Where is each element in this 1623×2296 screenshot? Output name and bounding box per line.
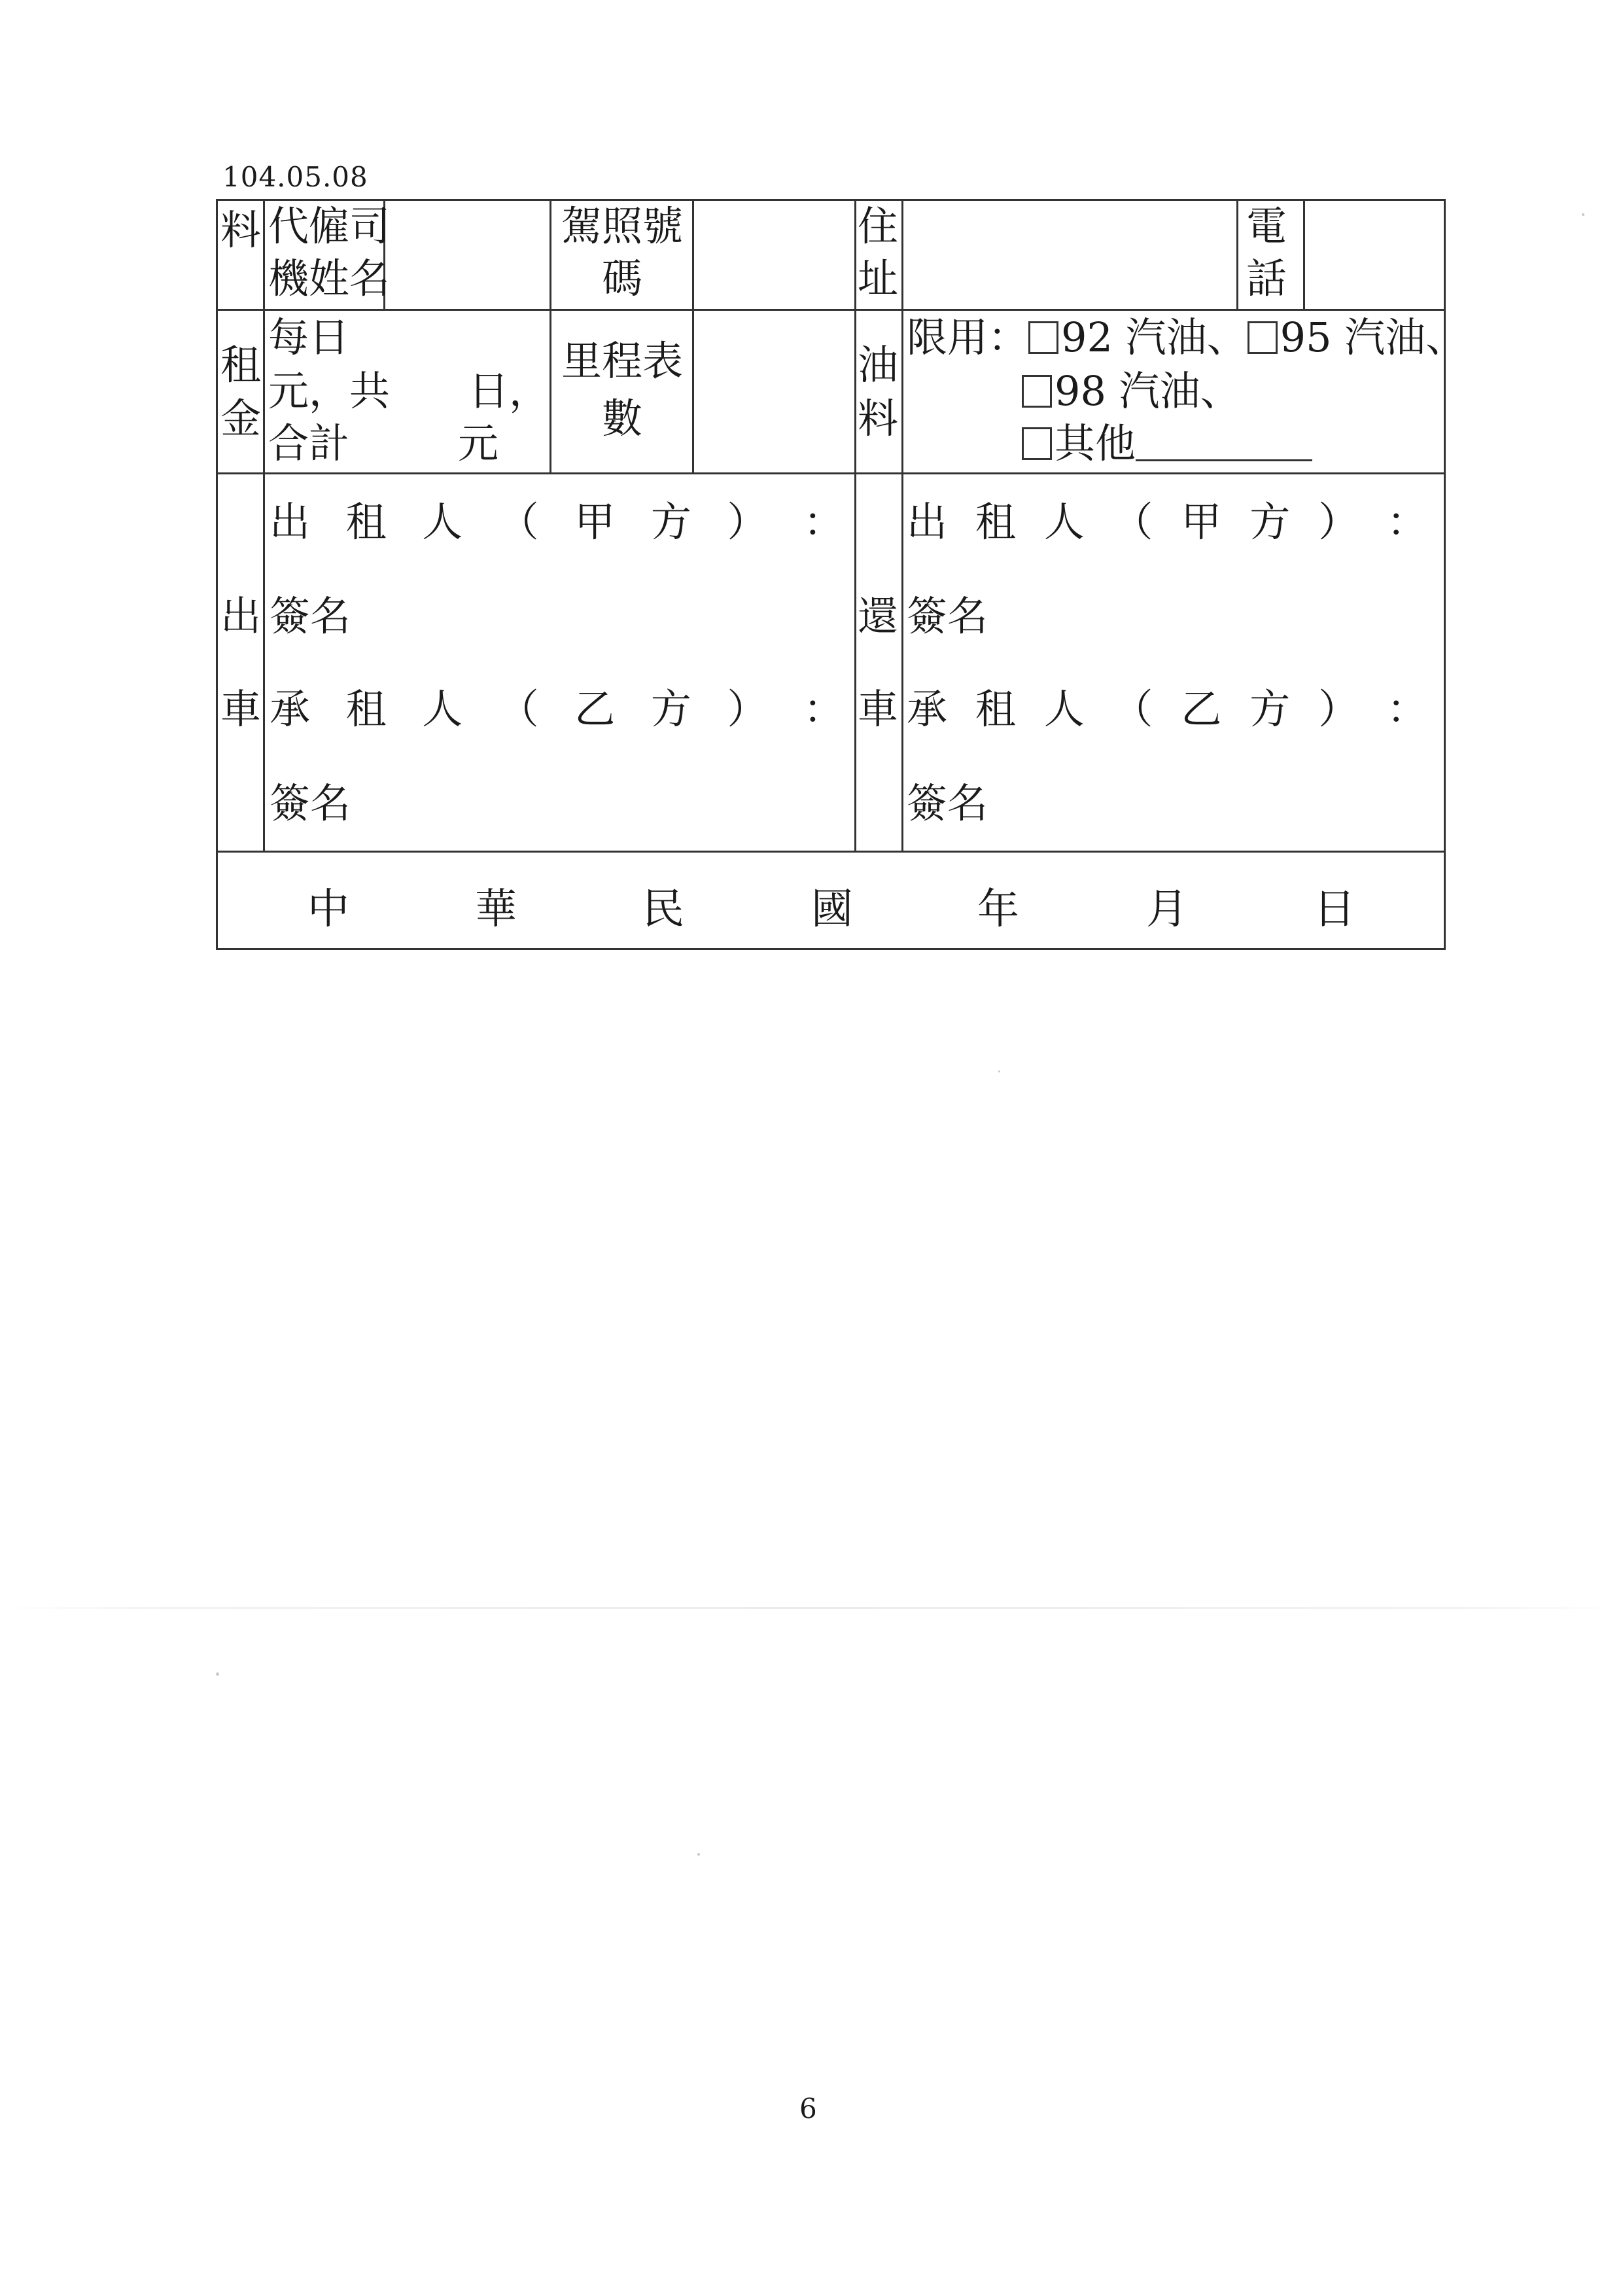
return-lessor-signature-label: 簽名 bbox=[907, 592, 988, 640]
lessee-char: 乙 bbox=[1181, 685, 1222, 733]
col-divider bbox=[1236, 199, 1238, 309]
scan-speck bbox=[1582, 213, 1584, 216]
lessee-char: 方 bbox=[650, 685, 691, 733]
lessor-char: ： bbox=[1386, 498, 1427, 546]
document-code: 104.05.08 bbox=[222, 161, 368, 193]
rent-text-line3b: 元 bbox=[458, 419, 499, 467]
rent-text-line1: 每日 bbox=[268, 313, 350, 361]
pickup-lessor-signature-label: 簽名 bbox=[270, 592, 351, 640]
row1-left-label: 料 bbox=[220, 206, 261, 254]
lessor-char: 方 bbox=[1249, 498, 1291, 546]
row-divider bbox=[216, 472, 1446, 474]
lessee-char: 承 bbox=[907, 685, 948, 733]
return-lessee-signature-label: 簽名 bbox=[907, 779, 988, 827]
fuel-other-checkbox[interactable] bbox=[1022, 427, 1052, 460]
date-char: 華 bbox=[475, 885, 517, 934]
lessee-char: （ bbox=[498, 685, 539, 733]
lessor-char: 出 bbox=[907, 498, 948, 546]
fuel-line2 bbox=[1022, 364, 1241, 419]
lessor-char: 方 bbox=[650, 498, 691, 546]
return-label-line1: 還 bbox=[857, 592, 898, 640]
lessee-char: ： bbox=[803, 685, 844, 733]
return-lessee-row bbox=[907, 682, 1427, 737]
lessor-char: 人 bbox=[422, 498, 463, 546]
date-char: 年 bbox=[977, 885, 1019, 934]
scan-speck bbox=[998, 1070, 1000, 1072]
scan-speck bbox=[697, 1853, 700, 1856]
fuel-other-blank[interactable] bbox=[1136, 423, 1312, 461]
fuel-label-line1: 油 bbox=[857, 341, 898, 389]
lessee-char: 承 bbox=[270, 685, 311, 733]
scan-artifact-line bbox=[0, 1607, 1623, 1609]
fuel-line1 bbox=[907, 310, 1466, 365]
fuel-92-label: 92 汽油、 bbox=[1061, 313, 1248, 361]
date-char: 日 bbox=[1314, 885, 1355, 934]
lessor-char: 甲 bbox=[574, 498, 616, 546]
rent-text-line3: 合計 bbox=[268, 419, 350, 467]
col-divider bbox=[692, 199, 694, 472]
lessor-char: （ bbox=[1112, 498, 1153, 546]
lessee-char: 人 bbox=[1043, 685, 1085, 733]
col-divider bbox=[550, 199, 551, 472]
fuel-95-label: 95 汽油、 bbox=[1280, 313, 1467, 361]
lessor-char: ） bbox=[1318, 498, 1359, 546]
license-label-line1: 駕照號 bbox=[561, 202, 683, 250]
fuel-label-line2: 料 bbox=[857, 395, 898, 442]
rent-label-line1: 租 bbox=[220, 341, 261, 389]
lessor-char: 出 bbox=[270, 498, 311, 546]
fuel-other-label: 其他 bbox=[1055, 419, 1136, 467]
lessee-char: 租 bbox=[975, 685, 1016, 733]
driver-label-line2: 機姓名 bbox=[268, 255, 391, 302]
col-divider bbox=[1303, 199, 1305, 309]
row-divider bbox=[216, 851, 1446, 853]
lessee-char: 租 bbox=[345, 685, 387, 733]
lessor-char: 甲 bbox=[1181, 498, 1222, 546]
pickup-lessor-row bbox=[270, 495, 844, 550]
lessor-char: 人 bbox=[1043, 498, 1085, 546]
odometer-label-line1: 里程表 bbox=[561, 337, 683, 385]
lessee-char: （ bbox=[1112, 685, 1153, 733]
fuel-98-checkbox[interactable] bbox=[1022, 375, 1052, 408]
pickup-label-line1: 出 bbox=[220, 592, 261, 640]
address-label-line1: 住 bbox=[857, 202, 898, 250]
pickup-label-line2: 車 bbox=[220, 685, 261, 733]
odometer-label-line2: 數 bbox=[601, 395, 642, 442]
lessee-char: 乙 bbox=[574, 685, 616, 733]
phone-label-line1: 電 bbox=[1246, 202, 1287, 250]
lessee-char: 人 bbox=[422, 685, 463, 733]
rent-label-line2: 金 bbox=[220, 395, 261, 442]
driver-label-line1: 代僱司 bbox=[268, 202, 391, 250]
lessor-char: 租 bbox=[345, 498, 387, 546]
lessor-char: ： bbox=[803, 498, 844, 546]
lessor-char: ） bbox=[727, 498, 768, 546]
date-char: 國 bbox=[811, 885, 853, 934]
col-divider bbox=[901, 199, 903, 851]
return-label-line2: 車 bbox=[857, 685, 898, 733]
rent-text-line2: 元，共 bbox=[268, 367, 391, 415]
lessee-char: ： bbox=[1386, 685, 1427, 733]
fuel-98-label: 98 汽油、 bbox=[1055, 367, 1241, 415]
lessee-char: ） bbox=[727, 685, 768, 733]
date-row bbox=[218, 862, 1442, 941]
rent-text-line2b: 日， bbox=[468, 367, 550, 415]
col-divider bbox=[854, 199, 856, 851]
address-label-line2: 址 bbox=[857, 255, 898, 302]
lessor-char: （ bbox=[498, 498, 539, 546]
pickup-lessee-signature-label: 簽名 bbox=[270, 779, 351, 827]
license-label-line2: 碼 bbox=[601, 255, 642, 302]
fuel-restrict-label: 限用： bbox=[907, 313, 1029, 361]
col-divider bbox=[263, 199, 265, 851]
page-number: 6 bbox=[799, 2093, 817, 2125]
lessee-char: ） bbox=[1318, 685, 1359, 733]
date-char: 月 bbox=[1146, 885, 1188, 934]
scan-speck bbox=[216, 1672, 219, 1676]
date-char: 中 bbox=[307, 885, 349, 934]
fuel-92-checkbox[interactable] bbox=[1028, 321, 1058, 354]
fuel-95-checkbox[interactable] bbox=[1248, 321, 1278, 354]
phone-label-line2: 話 bbox=[1246, 255, 1287, 302]
return-lessor-row bbox=[907, 495, 1427, 550]
lessor-char: 租 bbox=[975, 498, 1016, 546]
pickup-lessee-row bbox=[270, 682, 844, 737]
lessee-char: 方 bbox=[1249, 685, 1291, 733]
date-char: 民 bbox=[642, 885, 684, 934]
fuel-line3 bbox=[1022, 416, 1312, 471]
